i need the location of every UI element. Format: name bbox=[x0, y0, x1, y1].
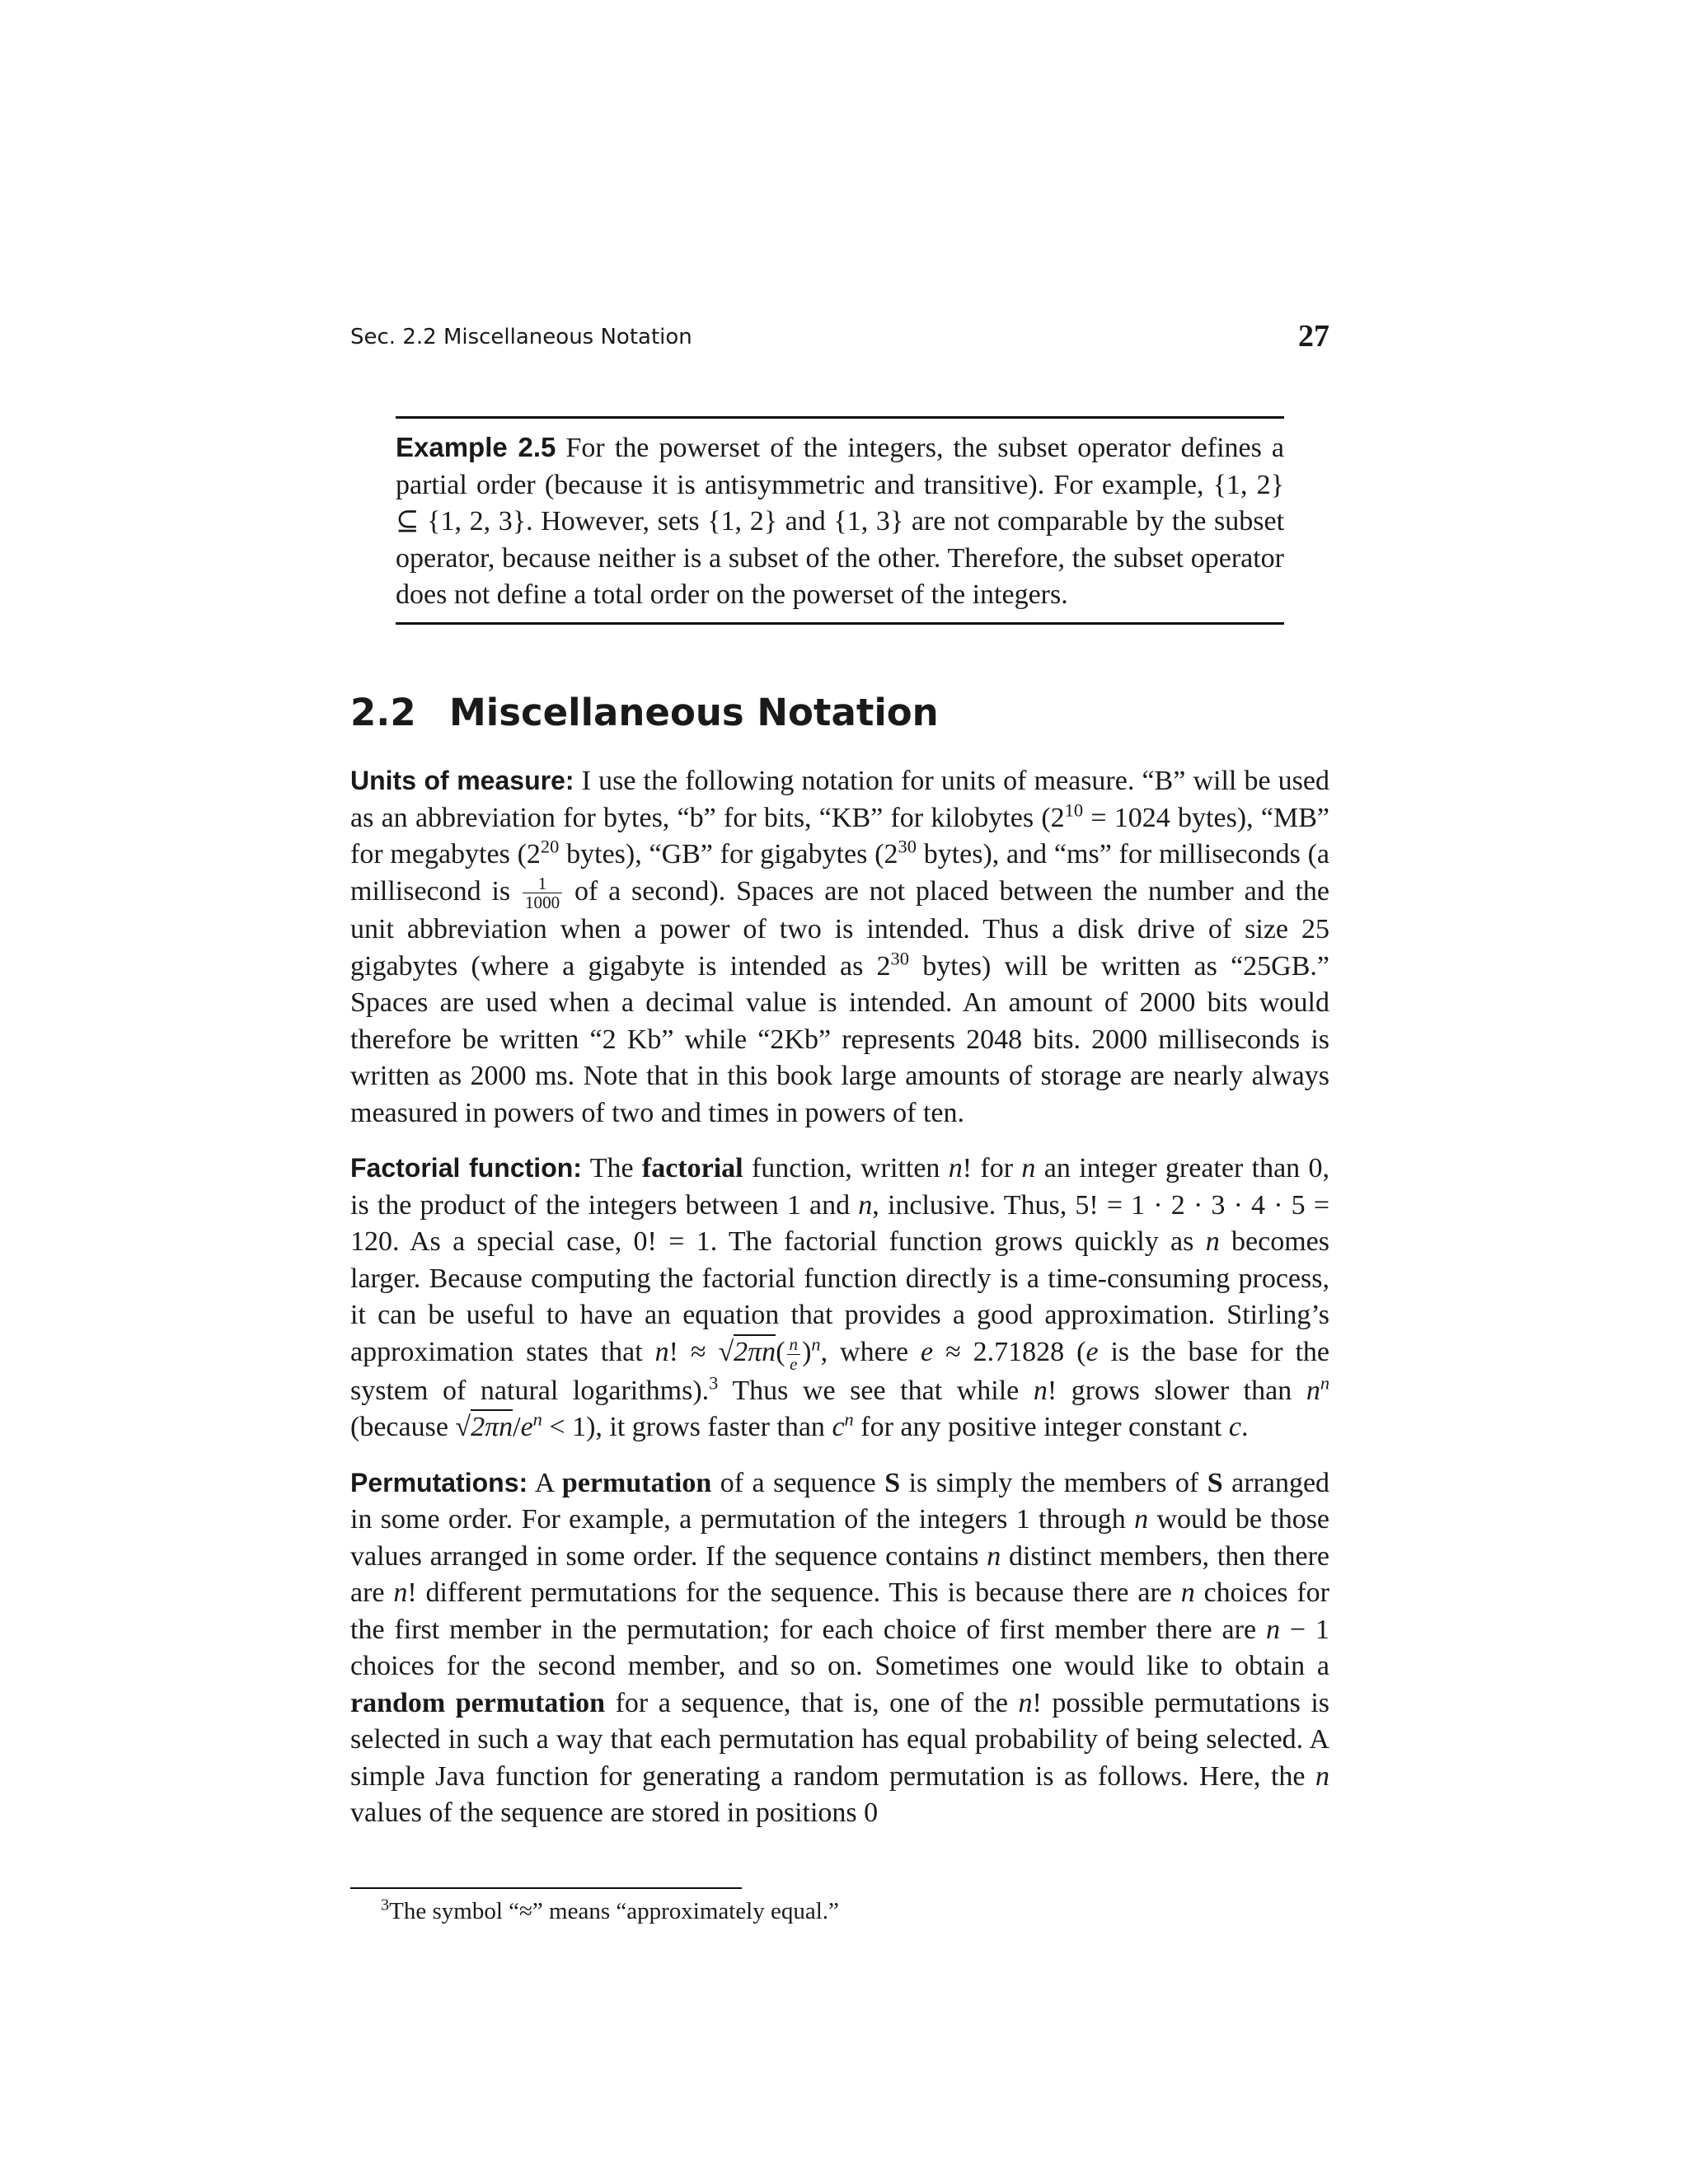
fraction-denominator: 1000 bbox=[524, 893, 560, 913]
factorial-text-17: for any positive integer constant bbox=[860, 1412, 1222, 1443]
section-title: Miscellaneous Notation bbox=[449, 691, 939, 734]
permutations-heading: Permutations: bbox=[350, 1467, 528, 1497]
math-S: S bbox=[1207, 1467, 1223, 1498]
units-text-6: bytes) will be written as “25GB.” Spaces are used when a decimal value is intended. An amount of 2000 bits would therefore be written “2 Kb” while “2Kb” represents 2048 bits. 2000 milliseconds is written as 2000 ms. Note that in this book large amounts of storage are nearly always measured in powers of two and times in powers of ten. bbox=[350, 950, 1329, 1128]
example-box bbox=[396, 416, 1284, 625]
section-heading bbox=[350, 691, 1329, 734]
units-heading: Units of measure: bbox=[350, 766, 574, 795]
factorial-text-11: is the base for the system of natural logarithms). bbox=[350, 1336, 1330, 1406]
running-header bbox=[350, 318, 1329, 368]
factorial-heading: Factorial function: bbox=[350, 1153, 582, 1183]
perm-text-3: arranged in some order. For example, a permutation of the integers 1 through bbox=[350, 1467, 1330, 1535]
factorial-text-7: ( bbox=[776, 1336, 785, 1367]
factorial-text-15: / bbox=[513, 1412, 521, 1443]
math-c: c bbox=[1228, 1412, 1241, 1443]
sqrt-radicand: 2πn bbox=[734, 1334, 776, 1367]
factorial-text-12: Thus we see that while bbox=[732, 1375, 1020, 1406]
footnote-text: The symbol “≈” means “approximately equal.” bbox=[389, 1898, 839, 1924]
math-n: n bbox=[654, 1336, 669, 1367]
math-e: e bbox=[520, 1412, 533, 1443]
factorial-text-16: < 1), it grows faster than bbox=[549, 1412, 825, 1443]
math-c: c bbox=[832, 1412, 845, 1443]
paragraph-permutations bbox=[350, 1465, 1329, 1832]
fraction-n-over-e bbox=[787, 1335, 801, 1372]
factorial-text-2: ! for bbox=[962, 1153, 1014, 1184]
factorial-text-6: ! ≈ √ bbox=[668, 1336, 734, 1367]
example-set-c: {1, 2} bbox=[707, 506, 778, 537]
math-n: n bbox=[1205, 1226, 1220, 1258]
paragraph-factorial bbox=[350, 1150, 1329, 1446]
footnote-rule bbox=[350, 1887, 742, 1889]
math-n: n bbox=[1021, 1153, 1036, 1184]
math-n: n bbox=[1180, 1577, 1195, 1609]
factorial-text-9: , where bbox=[820, 1336, 909, 1367]
fraction-denominator: e bbox=[790, 1353, 798, 1374]
page-number: 27 bbox=[1298, 319, 1329, 354]
math-n: n bbox=[393, 1577, 408, 1609]
fraction-numerator: 1 bbox=[523, 874, 562, 893]
factorial-text-5: becomes larger. Because computing the factorial function directly is a time-consuming process, it can be useful to have an equation that provides a good approximation. Stirling’s approximation states that bbox=[350, 1226, 1329, 1367]
example-text bbox=[396, 419, 1284, 622]
units-text-1: I use the following notation for units of measure. “B” will be used as an abbreviation for bytes, “b” for bits, “KB” for kilobytes (2 bbox=[350, 766, 1329, 833]
perm-text-11: values of the sequence are stored in positions 0 bbox=[350, 1797, 879, 1829]
math-n: n bbox=[1265, 1614, 1280, 1645]
perm-text-1: of a sequence bbox=[720, 1467, 876, 1498]
example-label: Example 2.5 bbox=[396, 432, 556, 462]
units-exp-4: 30 bbox=[890, 948, 909, 969]
exponent-n: n bbox=[811, 1333, 821, 1355]
perm-text-2: is simply the members of bbox=[908, 1467, 1199, 1498]
perm-text-6: ! different permutations for the sequence. This is because there are bbox=[407, 1577, 1172, 1609]
factorial-text-8: ) bbox=[802, 1336, 812, 1367]
perm-text-7: choices for the first member in the permutation; for each choice of first member there are bbox=[350, 1577, 1329, 1645]
example-text-1: For the powerset of the integers, the subset operator defines a partial order (because it is antisymmetric and transitive). For example, bbox=[396, 433, 1285, 500]
exponent-n: n bbox=[844, 1408, 854, 1430]
factorial-text-1: function, written bbox=[751, 1153, 940, 1184]
math-e: e bbox=[1085, 1336, 1099, 1367]
example-set-d: {1, 3} bbox=[833, 506, 904, 537]
footnote-marker: 3 bbox=[381, 1896, 390, 1915]
example-text-2: . However, sets bbox=[526, 506, 700, 537]
perm-text-9: for a sequence, that is, one of the bbox=[615, 1687, 1009, 1718]
example-bottom-rule bbox=[396, 622, 1284, 625]
perm-text-10: ! possible permutations is selected in such a way that each permutation has equal probability of being selected. A simple Java function for generating a random permutation is as follows. Here, the bbox=[350, 1687, 1330, 1792]
math-e: e bbox=[921, 1336, 934, 1367]
perm-text-5: distinct members, then there are bbox=[350, 1540, 1330, 1609]
exponent-n: n bbox=[532, 1408, 542, 1430]
example-set-a: {1, 2} bbox=[1212, 469, 1285, 500]
example-text-3: and bbox=[785, 506, 826, 537]
factorial-term: factorial bbox=[641, 1153, 743, 1184]
factorial-text-13: ! grows slower than bbox=[1047, 1375, 1292, 1406]
paragraph-units bbox=[350, 762, 1329, 1132]
math-n: n bbox=[948, 1153, 963, 1184]
math-S: S bbox=[884, 1467, 901, 1498]
footnote bbox=[381, 1896, 1329, 1927]
units-text-2: = 1024 bytes), “MB” for megabytes (2 bbox=[350, 802, 1329, 869]
math-n: n bbox=[1134, 1504, 1149, 1535]
random-permutation-term: random permutation bbox=[350, 1687, 606, 1718]
units-exp-1: 10 bbox=[1064, 799, 1084, 821]
running-head: Sec. 2.2 Miscellaneous Notation bbox=[350, 325, 692, 349]
math-n: n bbox=[1033, 1375, 1048, 1406]
body-text bbox=[350, 762, 1329, 1850]
units-text-4: bytes), and “ms” for milliseconds (a millisecond is bbox=[350, 839, 1330, 907]
fraction-one-thousandth bbox=[523, 874, 562, 912]
math-n: n bbox=[1315, 1760, 1329, 1792]
math-n: n bbox=[1018, 1687, 1033, 1718]
example-set-b: {1, 2, 3} bbox=[427, 506, 527, 537]
example-text-4: are not comparable by the subset operator, because neither is a subset of the other. Therefore, the subset operator does not define a total order on the powerset of the integers. bbox=[396, 506, 1285, 610]
math-n: n bbox=[1306, 1375, 1320, 1406]
factorial-text-0: The bbox=[589, 1153, 634, 1184]
math-n: n bbox=[858, 1189, 873, 1221]
units-text-5: of a second). Spaces are not placed between the number and the unit abbreviation when a power of two is intended. Thus a disk drive of size 25 gigabytes (where a gigabyte is intended as 2 bbox=[350, 875, 1330, 982]
footnote-reference[interactable]: 3 bbox=[709, 1372, 719, 1394]
math-n: n bbox=[987, 1540, 1001, 1572]
factorial-text-18: . bbox=[1240, 1412, 1249, 1443]
exponent-n: n bbox=[1320, 1372, 1330, 1394]
perm-text-0: A bbox=[534, 1467, 554, 1498]
units-text-3: bytes), “GB” for gigabytes (2 bbox=[566, 839, 898, 869]
permutation-term: permutation bbox=[561, 1467, 712, 1498]
factorial-text-10: ≈ 2.71828 ( bbox=[945, 1336, 1086, 1367]
factorial-text-4: , inclusive. Thus, 5! = 1 · 2 · 3 · 4 · 5 = 120. As a special case, 0! = 1. The factorial function grows quickly as bbox=[350, 1189, 1329, 1258]
section-number: 2.2 bbox=[350, 691, 416, 734]
fraction-numerator: n bbox=[787, 1335, 801, 1354]
factorial-text-3: an integer greater than 0, is the product of the integers between 1 and bbox=[350, 1153, 1330, 1221]
subset-symbol: ⊆ bbox=[396, 506, 420, 537]
factorial-text-14: (because √ bbox=[350, 1412, 471, 1443]
perm-text-8: − 1 choices for the second member, and so on. Sometimes one would like to obtain a bbox=[350, 1614, 1330, 1682]
sqrt-radicand: 2πn bbox=[471, 1409, 513, 1442]
units-exp-2: 20 bbox=[540, 836, 560, 857]
perm-text-4: would be those values arranged in some order. If the sequence contains bbox=[350, 1504, 1330, 1572]
units-exp-3: 30 bbox=[898, 836, 917, 857]
